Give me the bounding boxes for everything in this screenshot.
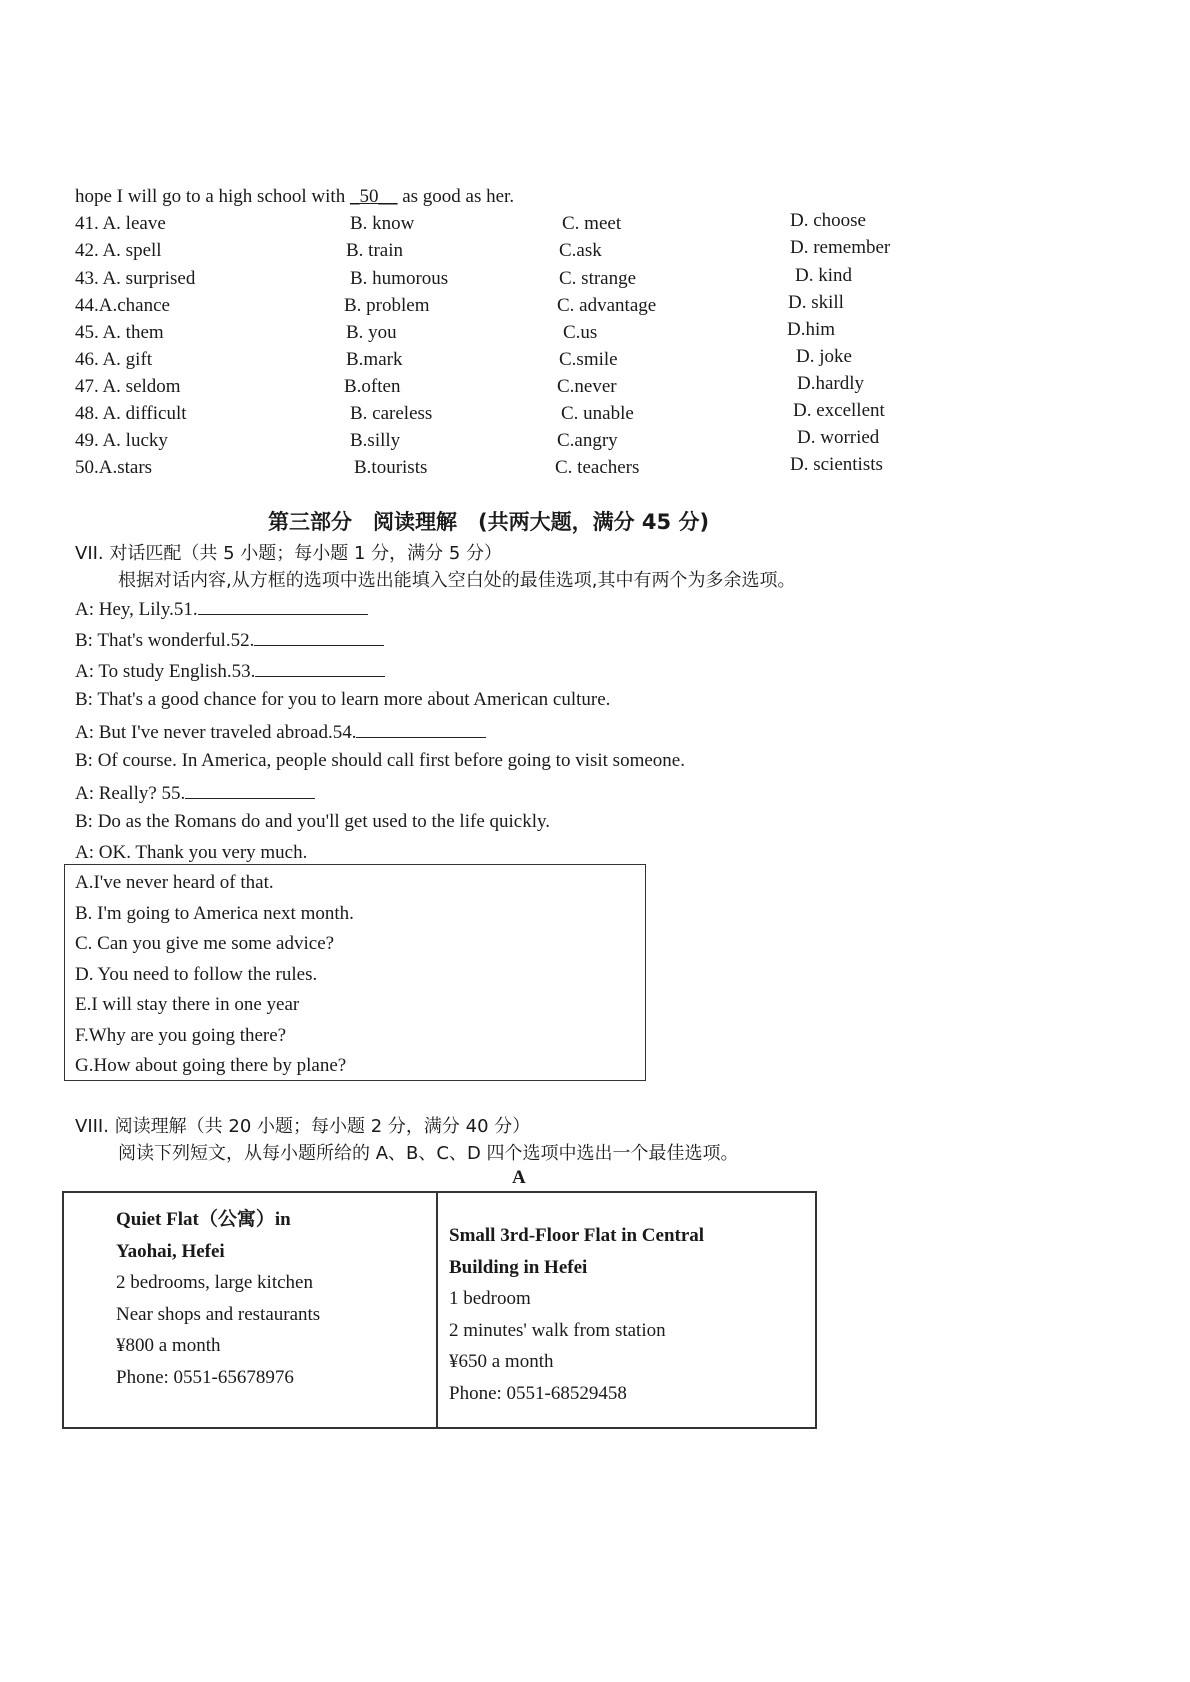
option-44-d: D. skill — [788, 292, 844, 313]
option-42-d: D. remember — [790, 237, 891, 258]
option-50-c: C. teachers — [555, 457, 640, 478]
cloze-tail-line — [75, 185, 514, 209]
dialogue-line-52: B: That's wonderful.52. — [75, 627, 384, 653]
option-41-d: D. choose — [790, 210, 866, 231]
option-48-c: C. unable — [561, 403, 634, 424]
option-44-c: C. advantage — [557, 295, 657, 316]
ad-left-title-1: Quiet Flat（公寓）in — [116, 1209, 291, 1230]
option-44-a: 44.A.chance — [75, 295, 170, 316]
option-43-c: C. strange — [559, 268, 637, 289]
option-46-c: C.smile — [559, 349, 618, 370]
option-43-d: D. kind — [795, 265, 852, 286]
option-49-d: D. worried — [797, 427, 880, 448]
part3-heading: 第三部分 阅读理解 (共两大题，满分 45 分) — [268, 510, 710, 534]
cloze-blank-50: _50__ — [349, 186, 398, 207]
option-42-c: C.ask — [559, 240, 602, 261]
table-divider — [436, 1193, 438, 1427]
option-41-b: B. know — [350, 213, 415, 234]
dialogue-line-51: A: Hey, Lily.51. — [75, 596, 368, 622]
ad-right-phone: Phone: 0551-68529458 — [449, 1382, 627, 1404]
choice-d: D. You need to follow the rules. — [75, 964, 318, 985]
option-50-a: 50.A.stars — [75, 457, 153, 478]
option-45-c: C.us — [563, 322, 598, 343]
option-50-d: D. scientists — [790, 454, 883, 475]
option-41-c: C. meet — [562, 213, 622, 234]
cloze-tail-after: as good as her. — [397, 186, 515, 207]
option-43-a: 43. A. surprised — [75, 268, 196, 289]
option-49-c: C.angry — [557, 430, 618, 451]
option-47-c: C.never — [557, 376, 617, 397]
option-49-a: 49. A. lucky — [75, 430, 168, 451]
dialogue-line-53: A: To study English.53. — [75, 658, 385, 684]
choice-b: B. I'm going to America next month. — [75, 903, 354, 924]
blank-53[interactable] — [255, 658, 385, 677]
option-43-b: B. humorous — [350, 268, 449, 289]
option-50-b: B.tourists — [354, 457, 428, 478]
option-46-a: 46. A. gift — [75, 349, 153, 370]
ad-left-phone: Phone: 0551-65678976 — [116, 1366, 294, 1388]
ad-left — [116, 1204, 320, 1393]
blank-52[interactable] — [254, 627, 384, 646]
ad-left-title-2: Yaohai, Hefei — [116, 1240, 225, 1262]
option-48-b: B. careless — [350, 403, 433, 424]
blank-51[interactable] — [198, 596, 368, 615]
section7-instruction: 根据对话内容,从方框的选项中选出能填入空白处的最佳选项,其中有两个为多余选项。 — [118, 570, 796, 591]
choice-g: G.How about going there by plane? — [75, 1055, 347, 1076]
option-45-b: B. you — [346, 322, 397, 343]
option-41-a: 41. A. leave — [75, 213, 166, 234]
dialogue-line-b4: B: Do as the Romans do and you'll get used to the life quickly. — [75, 811, 551, 832]
choice-e: E.I will stay there in one year — [75, 994, 300, 1015]
ad-left-line-2: Near shops and restaurants — [116, 1303, 321, 1325]
option-48-d: D. excellent — [793, 400, 885, 421]
ad-right-line-2: 2 minutes' walk from station — [449, 1319, 666, 1341]
ad-right — [449, 1220, 704, 1409]
option-47-d: D.hardly — [797, 373, 865, 394]
section8-instruction: 阅读下列短文，从每小题所给的 A、B、C、D 四个选项中选出一个最佳选项。 — [118, 1143, 739, 1164]
option-46-b: B.mark — [346, 349, 403, 370]
choice-box — [64, 864, 646, 1081]
ad-left-line-1: 2 bedrooms, large kitchen — [116, 1272, 313, 1293]
section7-title: VII. 对话匹配（共 5 小题；每小题 1 分，满分 5 分） — [75, 543, 503, 564]
passage-label: A — [512, 1167, 526, 1188]
option-46-d: D. joke — [796, 346, 852, 367]
ad-left-price: ¥800 a month — [116, 1335, 221, 1356]
ad-right-price: ¥650 a month — [449, 1351, 554, 1372]
dialogue-line-a5: A: OK. Thank you very much. — [75, 842, 308, 863]
option-48-a: 48. A. difficult — [75, 403, 187, 424]
dialogue-line-b2: B: That's a good chance for you to learn more about American culture. — [75, 689, 611, 710]
ad-right-title-1: Small 3rd-Floor Flat in Central — [449, 1225, 705, 1246]
option-49-b: B.silly — [350, 430, 401, 451]
section8-title: VIII. 阅读理解（共 20 小题；每小题 2 分，满分 40 分） — [75, 1116, 531, 1137]
choice-c: C. Can you give me some advice? — [75, 933, 335, 954]
option-47-a: 47. A. seldom — [75, 376, 181, 397]
dialogue-line-b3: B: Of course. In America, people should call first before going to visit someone. — [75, 750, 685, 771]
option-45-a: 45. A. them — [75, 322, 164, 343]
dialogue-line-55: A: Really? 55. — [75, 780, 315, 806]
flat-ads-table — [62, 1191, 817, 1429]
blank-55[interactable] — [185, 780, 315, 799]
ad-right-line-1: 1 bedroom — [449, 1288, 531, 1309]
choice-f: F.Why are you going there? — [75, 1025, 287, 1046]
option-45-d: D.him — [787, 319, 836, 340]
cloze-tail-before: hope I will go to a high school with — [75, 186, 350, 207]
option-42-a: 42. A. spell — [75, 240, 162, 261]
option-44-b: B. problem — [344, 295, 430, 316]
dialogue-line-54: A: But I've never traveled abroad.54. — [75, 719, 486, 745]
option-42-b: B. train — [346, 240, 403, 261]
ad-right-title-2: Building in Hefei — [449, 1256, 588, 1278]
blank-54[interactable] — [356, 719, 486, 738]
choice-a: A.I've never heard of that. — [75, 872, 274, 893]
option-47-b: B.often — [344, 376, 401, 397]
